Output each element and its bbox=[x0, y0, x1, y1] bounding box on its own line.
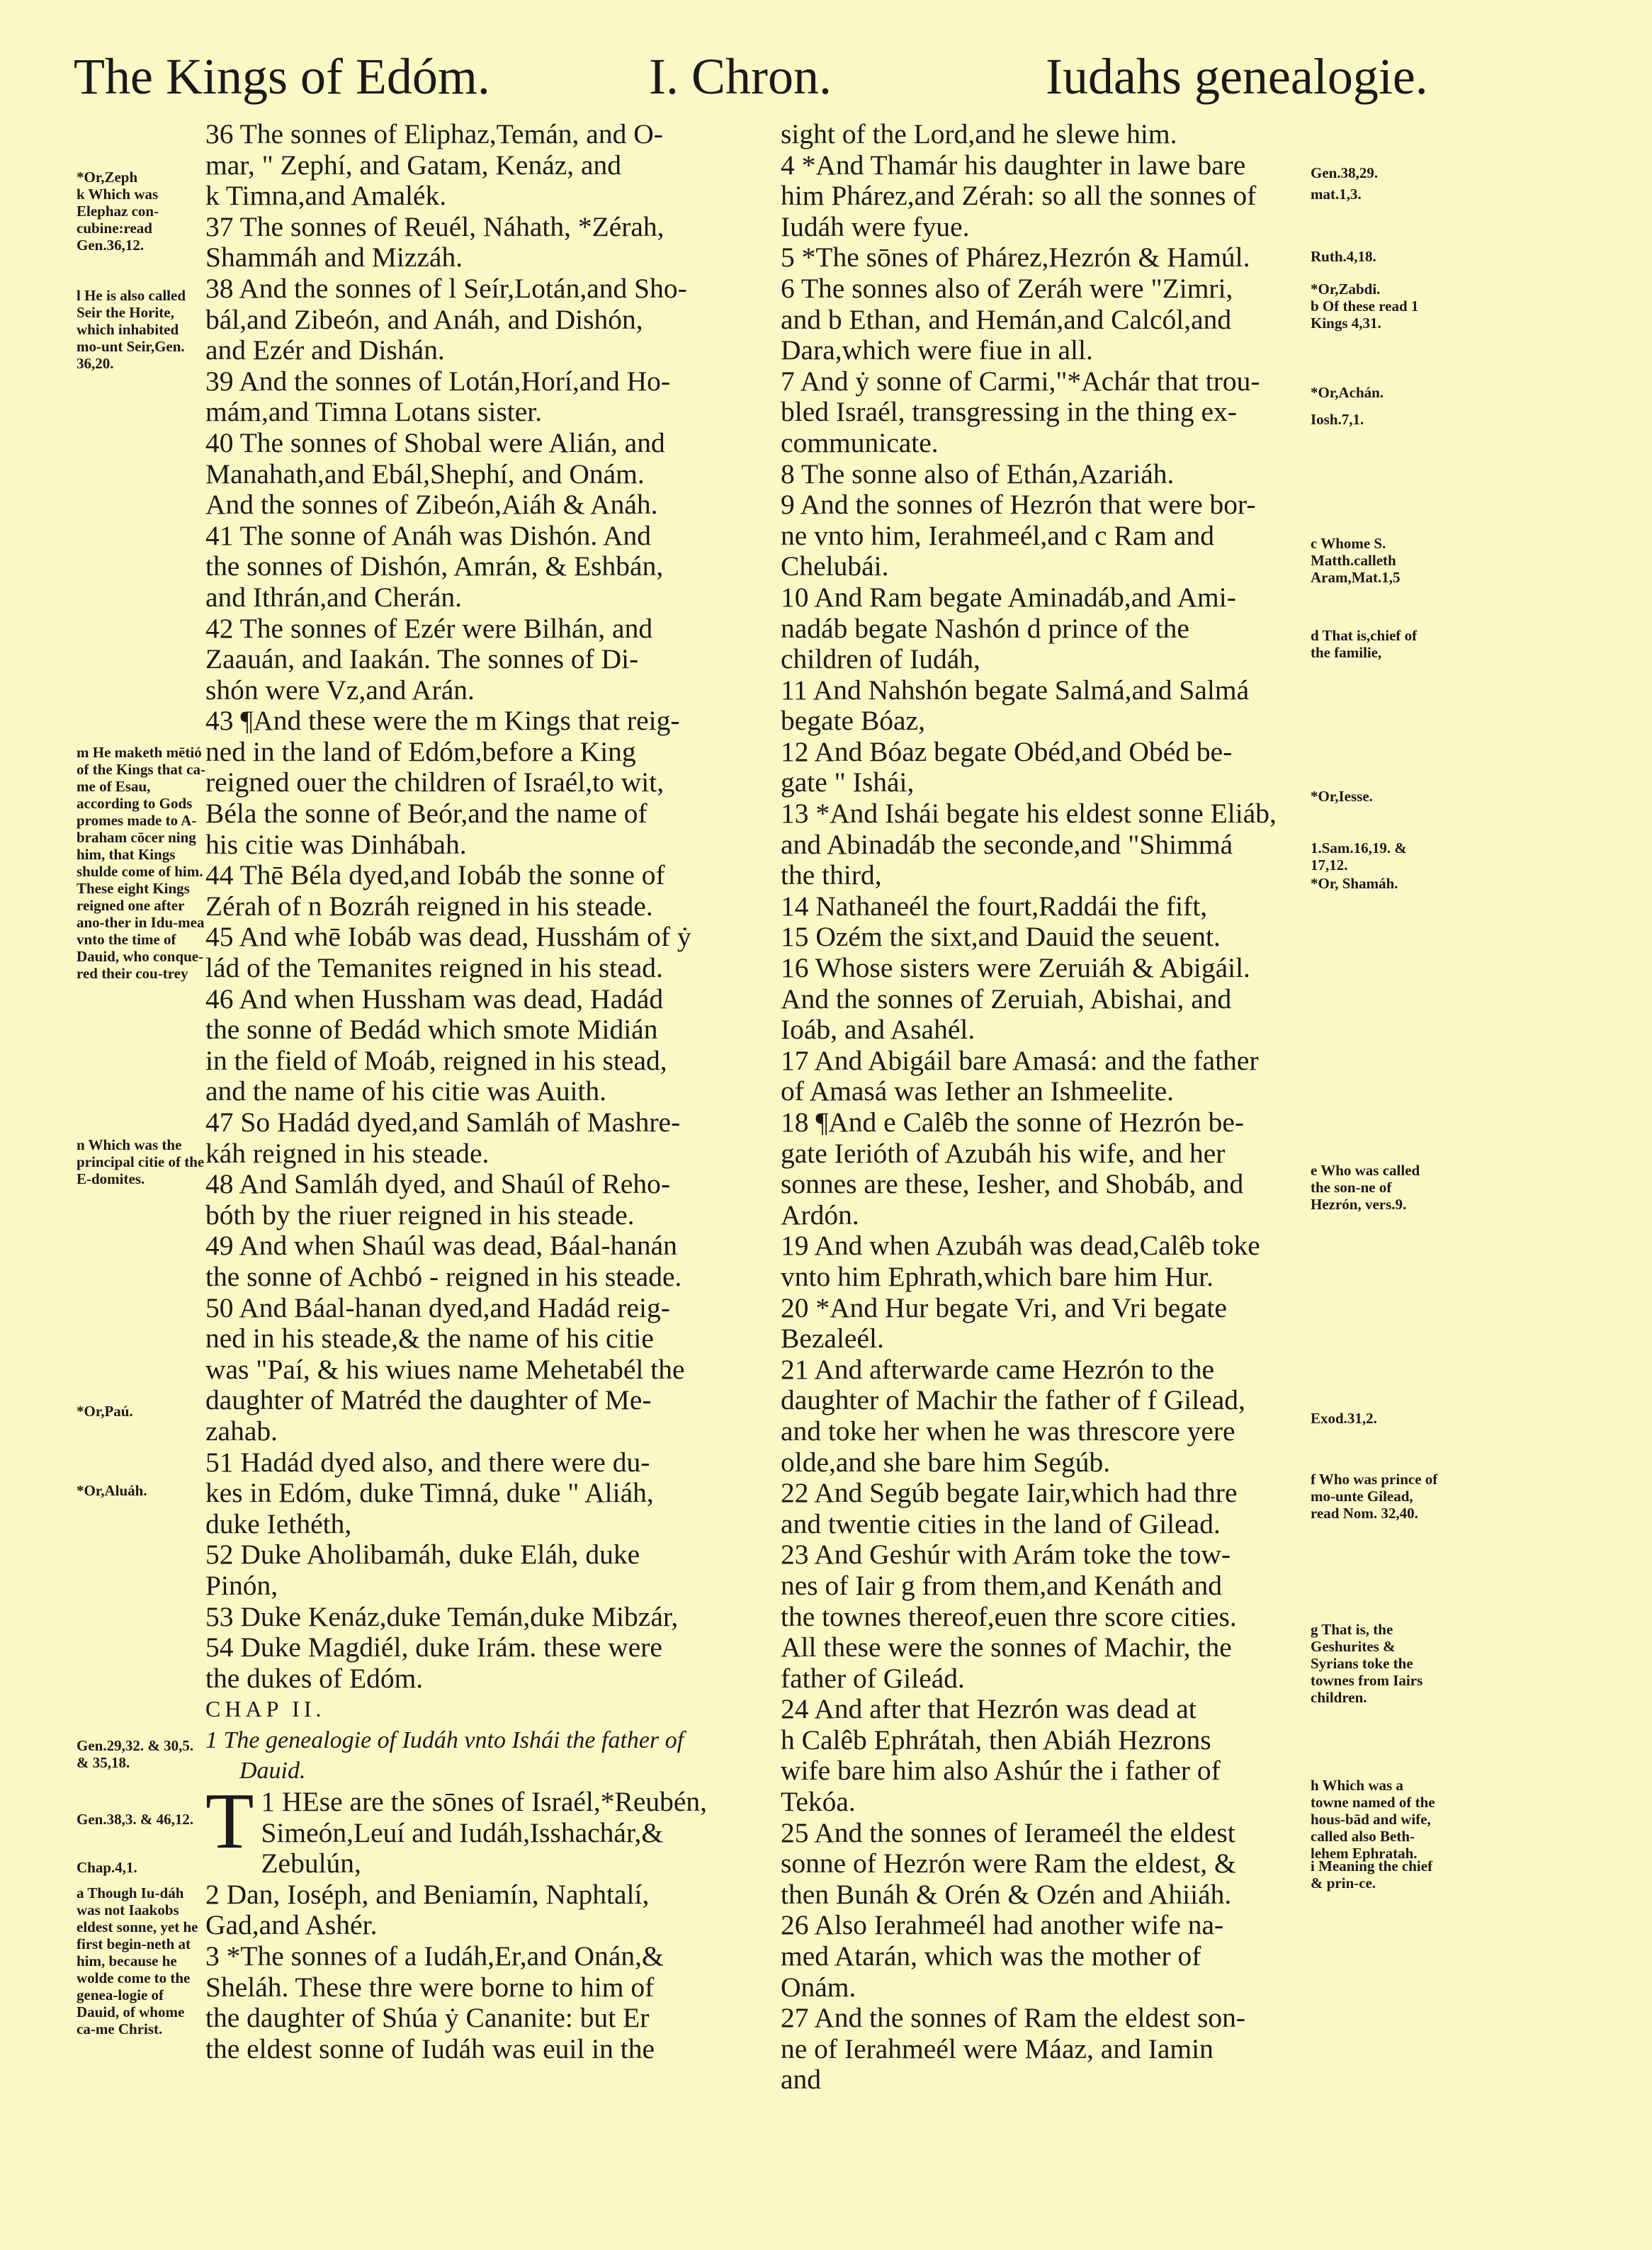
verse-line: sight of the Lord,and he slewe him. bbox=[781, 119, 1177, 149]
verse-line: the townes thereof,euen thre score cities. bbox=[781, 1601, 1237, 1632]
verse-line: shón were Vz,and Arán. bbox=[205, 674, 475, 706]
verse-line: ned in his steade,& the name of his citie bbox=[205, 1323, 654, 1355]
verse-line: and Ithrán,and Cherán. bbox=[205, 582, 462, 613]
verse-line: 39 And the sonnes of Lotán,Horí,and Ho- bbox=[205, 366, 671, 397]
verse-line: and the name of his citie was Auith. bbox=[205, 1076, 607, 1107]
margin-note: *Or,Iesse. bbox=[1311, 788, 1373, 805]
margin-note: h Which was a towne named of the hous-bād and wife, called also Beth-lehem Ephratah. bbox=[1311, 1777, 1435, 1862]
verse-line: duke Iethéth, bbox=[205, 1508, 352, 1539]
verse-line: bál,and Zibeón, and Anáh, and Dishón, bbox=[205, 304, 643, 335]
verse-line: 3 *The sonnes of a Iudáh,Er,and Onán,& bbox=[205, 1941, 664, 1972]
verse-line: 46 And when Hussham was dead, Hadád bbox=[205, 983, 664, 1014]
verse-line: gate " Ishái, bbox=[781, 767, 915, 798]
verse-line: 48 And Samláh dyed, and Shaúl of Reho- bbox=[205, 1169, 671, 1200]
verse-line: 43 ¶And these were the m Kings that reig- bbox=[205, 706, 680, 737]
verse-line: Simeón,Leuí and Iudáh,Isshachár,& bbox=[261, 1817, 664, 1848]
verse-line: 12 And Bóaz begate Obéd,and Obéd be- bbox=[781, 736, 1233, 767]
verse-line: bóth by the riuer reigned in his steade. bbox=[205, 1199, 635, 1231]
verse-line: gate Ierióth of Azubáh his wife, and her bbox=[781, 1138, 1226, 1169]
verse-line: the sonnes of Dishón, Amrán, & Eshbán, bbox=[205, 551, 664, 582]
verse-line: 20 *And Hur begate Vri, and Vri begate bbox=[781, 1292, 1228, 1323]
verse-line: med Atarán, which was the mother of bbox=[781, 1941, 1201, 1972]
verse-line: of Amasá was Iether an Ishmeelite. bbox=[781, 1076, 1174, 1107]
verse-line: vnto him Ephrath,which bare him Hur. bbox=[781, 1261, 1214, 1292]
verse-line: Shammáh and Mizzáh. bbox=[205, 242, 463, 273]
verse-line: him Phárez,and Zérah: so all the sonnes of bbox=[781, 181, 1257, 212]
verse-line: sonne of Hezrón were Ram the eldest, & bbox=[781, 1848, 1236, 1879]
verse-line: mar, " Zephí, and Gatam, Kenáz, and bbox=[205, 149, 622, 181]
verse-line: Dara,which were fiue in all. bbox=[781, 335, 1093, 366]
left-text-column bbox=[205, 119, 758, 2064]
verse-line: 5 *The sōnes of Phárez,Hezrón & Hamúl. bbox=[781, 242, 1250, 273]
verse-line: h Calêb Ephrátah, then Abiáh Hezrons bbox=[781, 1724, 1211, 1756]
verse-line: 16 Whose sisters were Zeruiáh & Abigáil. bbox=[781, 953, 1250, 984]
verse-line: 49 And when Shaúl was dead, Báal-hanán bbox=[205, 1231, 677, 1262]
verse-line: 15 Ozém the sixt,and Dauid the seuent. bbox=[781, 922, 1221, 953]
verse-line: 36 The sonnes of Eliphaz,Temán, and O- bbox=[205, 119, 663, 149]
verse-line: ned in the land of Edóm,before a King bbox=[205, 736, 636, 767]
verse-line: in the field of Moáb, reigned in his stead, bbox=[205, 1045, 667, 1076]
verse-line: and b Ethan, and Hemán,and Calcól,and bbox=[781, 304, 1232, 335]
verse-line: ne vnto him, Ierahmeél,and c Ram and bbox=[781, 520, 1215, 551]
margin-note: mat.1,3. bbox=[1311, 186, 1362, 203]
verse-line: daughter of Machir the father of f Gilead, bbox=[781, 1385, 1245, 1416]
verse-line: 53 Duke Kenáz,duke Temán,duke Mibzár, bbox=[205, 1601, 679, 1632]
margin-note: *Or,Paú. bbox=[77, 1403, 133, 1420]
verse-line: 19 And when Azubáh was dead,Calêb toke bbox=[781, 1231, 1260, 1262]
verse-line: olde,and she bare him Segúb. bbox=[781, 1447, 1111, 1478]
verse-line: Tekóa. bbox=[781, 1787, 856, 1818]
verse-line: 7 And ẏ sonne of Carmi,"*Achár that trou- bbox=[781, 366, 1260, 397]
chapter-summary-line: Dauid. bbox=[239, 1758, 306, 1785]
verse-line: communicate. bbox=[781, 427, 939, 458]
margin-note: *Or,Zeph bbox=[77, 169, 138, 186]
margin-note: a Though Iu-dáh was not Iaakobs eldest sonne, yet he first begin-neth at him, because he wolde come to the genea-logie of Dauid, of whome ca-me Christ. bbox=[77, 1884, 198, 2037]
verse-line: the eldest sonne of Iudáh was euil in the bbox=[205, 2033, 655, 2064]
verse-line: 27 And the sonnes of Ram the eldest son- bbox=[781, 2003, 1246, 2034]
margin-note: *Or,Zabdi. bbox=[1311, 281, 1381, 298]
verse-line: Pinón, bbox=[205, 1570, 278, 1601]
verse-line: Iudáh were fyue. bbox=[781, 211, 970, 242]
margin-note: Iosh.7,1. bbox=[1311, 411, 1364, 428]
verse-line: ne of Ierahmeél were Máaz, and Iamin bbox=[781, 2033, 1213, 2064]
verse-line: 37 The sonnes of Reuél, Náhath, *Zérah, bbox=[205, 211, 664, 242]
margin-note: *Or,Aluáh. bbox=[77, 1482, 147, 1499]
verse-line: Ardón. bbox=[781, 1199, 859, 1231]
margin-note: Gen.38,29. bbox=[1311, 164, 1379, 181]
verse-line: zahab. bbox=[205, 1415, 278, 1447]
verse-line: Gad,and Ashér. bbox=[205, 1910, 378, 1941]
margin-note: Ruth.4,18. bbox=[1311, 248, 1376, 265]
verse-line: was "Paí, & his wiues name Mehetabél the bbox=[205, 1354, 685, 1385]
verse-line: sonnes are these, Iesher, and Shobáb, and bbox=[781, 1169, 1244, 1200]
right-text-column bbox=[781, 119, 1308, 2096]
verse-line: the sonne of Achbó - reigned in his steade. bbox=[205, 1261, 682, 1292]
margin-note: *Or,Achán. bbox=[1311, 384, 1384, 401]
margin-note: Gen.29,32. & 30,5. & 35,18. bbox=[77, 1737, 194, 1771]
verse-line: Onám. bbox=[781, 1972, 856, 2003]
margin-note: Chap.4,1. bbox=[77, 1859, 137, 1876]
margin-note: *Or, Shamáh. bbox=[1311, 875, 1398, 892]
verse-line: 1 HEse are the sōnes of Israél,*Reubén, bbox=[261, 1787, 708, 1818]
verse-line: And the sonnes of Zeruiah, Abishai, and bbox=[781, 983, 1232, 1014]
verse-line: 8 The sonne also of Ethán,Azariáh. bbox=[781, 458, 1175, 490]
verse-line: the sonne of Bedád which smote Midián bbox=[205, 1014, 658, 1046]
running-header bbox=[74, 48, 1439, 122]
verse-line: father of Gileád. bbox=[781, 1663, 965, 1694]
verse-line: 38 And the sonnes of l Seír,Lotán,and Sho- bbox=[205, 273, 687, 304]
verse-line: 22 And Segúb begate Iair,which had thre bbox=[781, 1478, 1238, 1509]
verse-line: 11 And Nahshón begate Salmá,and Salmá bbox=[781, 674, 1250, 706]
margin-note: b Of these read 1 Kings 4,31. bbox=[1311, 298, 1419, 332]
verse-line: Zaauán, and Iaakán. The sonnes of Di- bbox=[205, 644, 639, 675]
verse-line: reigned ouer the children of Israél,to wit, bbox=[205, 767, 664, 798]
verse-line: 23 And Geshúr with Arám toke the tow- bbox=[781, 1539, 1231, 1571]
verse-line: 41 The sonne of Anáh was Dishón. And bbox=[205, 520, 652, 551]
verse-line: Chelubái. bbox=[781, 551, 889, 582]
verse-line: káh reigned in his steade. bbox=[205, 1138, 490, 1169]
margin-note: Gen.38,3. & 46,12. bbox=[77, 1811, 194, 1828]
verse-line: 14 Nathaneél the fourt,Raddái the fift, bbox=[781, 891, 1208, 922]
chapter-summary-line: 1 The genealogie of Iudáh vnto Ishái the father of bbox=[205, 1726, 684, 1753]
verse-line: k Timna,and Amalék. bbox=[205, 181, 447, 212]
chapter-heading: CHAP II. bbox=[205, 1696, 326, 1722]
verse-line: the third, bbox=[781, 860, 882, 891]
header-right: Iudahs genealogie. bbox=[1046, 48, 1428, 105]
verse-line: then Bunáh & Orén & Ozén and Ahiiáh. bbox=[781, 1879, 1232, 1910]
verse-line: and Ezér and Dishán. bbox=[205, 335, 445, 366]
verse-line: 2 Dan, Ioséph, and Beniamín, Naphtalí, bbox=[205, 1879, 650, 1910]
verse-line: Ioáb, and Asahél. bbox=[781, 1014, 975, 1046]
verse-line: 40 The sonnes of Shobal were Alián, and bbox=[205, 427, 665, 458]
verse-line: bled Israél, transgressing in the thing ex- bbox=[781, 397, 1237, 428]
left-margin-notes bbox=[77, 0, 205, 2250]
verse-line: wife bare him also Ashúr the i father of bbox=[781, 1756, 1221, 1787]
margin-note: Exod.31,2. bbox=[1311, 1410, 1377, 1427]
verse-line: 52 Duke Aholibamáh, duke Eláh, duke bbox=[205, 1539, 640, 1571]
header-left: The Kings of Edóm. bbox=[74, 48, 490, 105]
verse-line: and Abinadáb the seconde,and "Shimmá bbox=[781, 829, 1233, 860]
verse-line: the dukes of Edóm. bbox=[205, 1663, 424, 1694]
verse-line: nadáb begate Nashón d prince of the bbox=[781, 613, 1189, 644]
verse-line: kes in Edóm, duke Timná, duke " Aliáh, bbox=[205, 1478, 654, 1509]
verse-line: And the sonnes of Zibeón,Aiáh & Anáh. bbox=[205, 490, 658, 521]
verse-line: and twentie cities in the land of Gilead. bbox=[781, 1508, 1221, 1539]
verse-line: 44 Thē Béla dyed,and Iobáb the sonne of bbox=[205, 860, 665, 891]
verse-line: mám,and Timna Lotans sister. bbox=[205, 397, 543, 428]
verse-line: 25 And the sonnes of Ierameél the eldest bbox=[781, 1817, 1235, 1848]
margin-note: n Which was the principal citie of the E-domites. bbox=[77, 1136, 205, 1187]
header-center: I. Chron. bbox=[649, 48, 832, 105]
verse-line: 51 Hadád dyed also, and there were du- bbox=[205, 1447, 650, 1478]
verse-line: 13 *And Ishái begate his eldest sonne Eliáb, bbox=[781, 798, 1277, 830]
margin-note: e Who was called the son-ne of Hezrón, vers.9. bbox=[1311, 1162, 1420, 1213]
verse-line: 50 And Báal-hanan dyed,and Hadád reig- bbox=[205, 1292, 670, 1323]
verse-line: Zérah of n Bozráh reigned in his steade. bbox=[205, 891, 653, 922]
dropcap-letter: T bbox=[205, 1777, 254, 1866]
verse-line: children of Iudáh, bbox=[781, 644, 980, 675]
verse-line: 45 And whē Iobáb was dead, Husshám of ẏ bbox=[205, 922, 691, 953]
verse-line: 24 And after that Hezrón was dead at bbox=[781, 1694, 1196, 1725]
verse-line: 42 The sonnes of Ezér were Bilhán, and bbox=[205, 613, 653, 644]
verse-line: and bbox=[781, 2064, 822, 2096]
verse-line: his citie was Dinhábah. bbox=[205, 829, 467, 860]
verse-line: 6 The sonnes also of Zeráh were "Zimri, bbox=[781, 273, 1233, 304]
verse-line: Béla the sonne of Beór,and the name of bbox=[205, 798, 647, 830]
verse-line: 26 Also Ierahmeél had another wife na- bbox=[781, 1910, 1224, 1941]
verse-line: 47 So Hadád dyed,and Samláh of Mashre- bbox=[205, 1107, 681, 1138]
verse-line: Sheláh. These thre were borne to him of bbox=[205, 1972, 655, 2003]
verse-line: Zebulún, bbox=[261, 1848, 361, 1879]
margin-note: c Whome S. Matth.calleth Aram,Mat.1,5 bbox=[1311, 535, 1401, 586]
margin-note: g That is, the Geshurites & Syrians toke the townes from Iairs children. bbox=[1311, 1621, 1423, 1706]
verse-line: lád of the Temanites reigned in his stead. bbox=[205, 953, 663, 984]
verse-line: 4 *And Thamár his daughter in lawe bare bbox=[781, 149, 1246, 181]
verse-line: 17 And Abigáil bare Amasá: and the father bbox=[781, 1045, 1259, 1076]
right-margin-notes bbox=[1311, 0, 1438, 2250]
margin-note: m He maketh mētió of the Kings that ca-me of Esau, according to Gods promes made to A-braham cōcer ning him, that Kings shulde come of him. These eight Kings reigned one after ano-ther in Idu-mea vnto the time of Dauid, who conque-red their cou-trey bbox=[77, 744, 205, 982]
verse-line: 10 And Ram begate Aminadáb,and Ami- bbox=[781, 582, 1236, 613]
margin-note: f Who was prince of mo-unte Gilead, read Nom. 32,40. bbox=[1311, 1471, 1438, 1522]
verse-line: begate Bóaz, bbox=[781, 706, 925, 737]
verse-line: All these were the sonnes of Machir, the bbox=[781, 1632, 1232, 1663]
verse-line: 9 And the sonnes of Hezrón that were bor- bbox=[781, 490, 1256, 521]
verse-line: and toke her when he was threscore yere bbox=[781, 1415, 1235, 1447]
margin-note: 1.Sam.16,19. & 17,12. bbox=[1311, 839, 1407, 874]
verse-line: Bezaleél. bbox=[781, 1323, 884, 1355]
verse-line: the daughter of Shúa ẏ Cananite: but Er bbox=[205, 2003, 650, 2034]
verse-line: Manahath,and Ebál,Shephí, and Onám. bbox=[205, 458, 645, 490]
margin-note: d That is,chief of the familie, bbox=[1311, 627, 1418, 661]
verse-line: nes of Iair g from them,and Kenáth and bbox=[781, 1570, 1223, 1601]
verse-line: daughter of Matréd the daughter of Me- bbox=[205, 1385, 652, 1416]
margin-note: i Meaning the chief & prin-ce. bbox=[1311, 1858, 1433, 1892]
verse-line: 18 ¶And e Calêb the sonne of Hezrón be- bbox=[781, 1107, 1245, 1138]
margin-note: k Which was Elephaz con-cubine:read Gen.36,12. bbox=[77, 186, 159, 254]
verse-line: 21 And afterwarde came Hezrón to the bbox=[781, 1354, 1214, 1385]
margin-note: l He is also called Seir the Horite, which inhabited mo-unt Seir,Gen. 36,20. bbox=[77, 287, 186, 372]
verse-line: 54 Duke Magdiél, duke Irám. these were bbox=[205, 1632, 662, 1663]
